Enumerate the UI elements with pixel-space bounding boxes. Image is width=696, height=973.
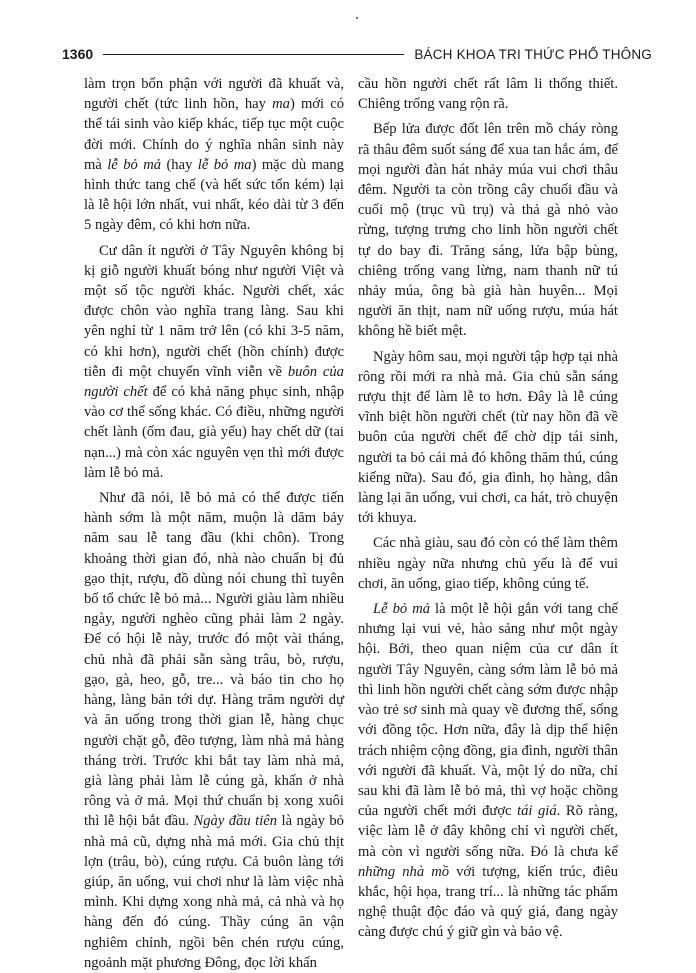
text-run: Bếp lửa được đốt lên trên mồ cháy ròng rã thâu đêm suốt sáng để xua tan hắc ám, để mọi người đàn hát nhảy múa vui chơi thâu đêm. Người ta còn trồng cây chuối đầu và cuối mộ (trục vũ trụ) và thả gà nhỏ vào rừng, tượng trưng cho linh hồn người chết tự do bay đi. Trăng sáng, lửa bập bùng, chiêng trống vang lừng, nam thanh nữ tú nhảy múa, ông bà già hàn huyên... Mọi người ăn thịt, nam nữ uống rượu, múa hát không hề biết mệt. bbox=[358, 121, 618, 340]
paragraph bbox=[358, 74, 618, 114]
italic-term: Lễ bỏ mả bbox=[373, 601, 431, 618]
paragraph bbox=[84, 241, 344, 483]
text-run: ) mới có thể tái sinh vào kiếp khác, tiếp tục một cuộc đời mới. Chính do ý nghĩa nhân sinh này mà bbox=[84, 96, 344, 173]
text-run: để có khả năng phục sinh, nhập vào cơ thể sống khác. Có điều, những người chết lành (ốm đau, già yếu) hay chết dữ (tai nạn...) mà còn xác nguyên vẹn thì mới được làm lễ bỏ mả. bbox=[84, 384, 344, 481]
italic-term: buôn của người chết bbox=[84, 363, 344, 401]
italic-term: ma bbox=[272, 96, 290, 113]
paragraph bbox=[84, 74, 344, 236]
italic-term: tái giá bbox=[517, 803, 557, 820]
text-run: cầu hồn người chết rất lâm li thống thiết. Chiêng trống vang rộn rã. bbox=[358, 76, 618, 113]
right-column bbox=[358, 74, 618, 943]
text-run: Các nhà giàu, sau đó còn có thể làm thêm nhiều ngày nữa nhưng chủ yếu là để vui chơi, ăn uống, giao tiếp, không cúng tế. bbox=[358, 535, 618, 592]
text-run: làm trọn bổn phận với người đã khuất và, người chết (tức linh hồn, hay bbox=[84, 76, 344, 113]
italic-term: những nhà mồ bbox=[358, 863, 450, 880]
text-run: ) mặc dù mang hình thức tang chế (và hết sức tốn kém) lại là lễ hội lớn nhất, vui nhất, kéo dài từ 3 đến 5 ngày đêm, có khi hơn nữa. bbox=[84, 156, 344, 234]
text-run: là một lễ hội gắn với tang chế nhưng lại vui vẻ, hào sảng như một ngày hội. Bởi, theo quan niệm của cư dân ít người Tây Nguyên, càng sớm làm lễ bỏ mả thì linh hồn người chết càng sớm được nhập vào trẻ sơ sinh mà quay về đương thế, sống với đồng tộc. Hơn nữa, đây là dịp thể hiện trách nhiệm cộng đồng, gia đình, người thân với người đã khuất. Và, một lý do nữa, chỉ sau khi đã làm lễ bỏ mả, thì vợ hoặc chồng của người chết mới được bbox=[358, 601, 618, 820]
paragraph bbox=[358, 119, 618, 341]
left-column bbox=[84, 74, 344, 973]
italic-term: lễ bỏ mả bbox=[107, 156, 162, 173]
italic-term: Ngày đầu tiên bbox=[193, 813, 278, 830]
paragraph bbox=[358, 347, 618, 529]
paragraph bbox=[84, 488, 344, 973]
text-run: Cư dân ít người ở Tây Nguyên không bị kị giỗ người khuất bóng như người Việt và một số tộc người khác. Người chết, xác được chôn vào nghĩa trang làng. Sau khi yên nghỉ từ 1 năm trở lên (có khi 3-5 năm, có khi hơn), người chết (hồn chính) được tiễn đi một chuyến vĩnh viễn về bbox=[84, 242, 344, 380]
page-header bbox=[62, 40, 652, 68]
text-run: Ngày hôm sau, mọi người tập hợp tại nhà rông rồi mới ra nhà mả. Gia chủ sẵn sáng rượu thịt để làm lễ to hơn. Đây là lễ cúng vĩnh biệt hồn người chết (từ nay hồn đã về buôn của người chết để chờ dịp tái sinh, người ta bỏ cái mả đó không thăm thú, cúng kiếng nữa). Sau đó, gia đình, họ hàng, dân làng lại ăn uống, vui chơi, ca hát, trò chuyện tới khuya. bbox=[358, 348, 618, 527]
running-title: BÁCH KHOA TRI THỨC PHỔ THÔNG bbox=[414, 46, 652, 62]
scan-speck bbox=[356, 17, 358, 19]
page-number: 1360 bbox=[62, 46, 94, 62]
text-run: là ngày bỏ nhà mả cũ, dựng nhà mả mới. Gia chủ thịt lợn (trâu, bò), cúng rượu. Cả buôn làng tới giúp, ăn uống, vui chơi như là làm việc nhà mình. Khi dựng xong nhà mả, cả nhà và họ hàng đến đó cúng. Thầy cúng ăn vận nghiêm chỉnh, ngồi bên chén rượu cúng, ngoảnh mặt phương Đông, đọc lời khấn bbox=[84, 813, 344, 971]
text-run: Như đã nói, lễ bỏ mả có thể được tiến hành sớm là một năm, muộn là dăm bảy năm sau lễ tang đầu (khi chôn). Trong khoảng thời gian đó, nhà nào chuẩn bị đủ gạo thịt, rượu, đồ dùng nói chung thì tuyên bố tổ chức lễ bỏ mả... Người giàu làm nhiều ngày, người nghèo cũng phải làm 2 ngày. Để có hội lễ này, trước đó một vài tháng, chủ nhà đã phải sẵn sàng trâu, bò, rượu, gạo, gà, heo, gỗ, tre... và báo tin cho họ hàng, làng bản tới dự. Hàng trăm người dự và ăn uống trong thời gian lễ, hàng chục người chặt gỗ, đẽo tượng, làm nhà mả hàng tháng trời. Trước khi bắt tay làm nhà mả, già làng phải làm lễ cúng gà, khấn ở nhà rông và ở mả. Mọi thứ chuẩn bị xong xuôi thì lễ hội bắt đầu. bbox=[84, 490, 344, 830]
text-run: (hay bbox=[161, 156, 198, 173]
italic-term: lễ bỏ ma bbox=[197, 156, 252, 173]
paragraph bbox=[358, 599, 618, 942]
text-run: . Rõ ràng, việc làm lễ ở đây không chỉ vì người chết, mà còn vì người sống nữa. Đó là chưa kể bbox=[358, 803, 618, 860]
paragraph bbox=[358, 533, 618, 594]
header-rule bbox=[103, 54, 404, 55]
text-run: với tượng, kiến trúc, điêu khắc, hội họa, trang trí... là những tác phẩm nghệ thuật độc đáo và quý giá, đang ngày càng được chú ý giữ gìn và bảo vệ. bbox=[358, 863, 618, 941]
